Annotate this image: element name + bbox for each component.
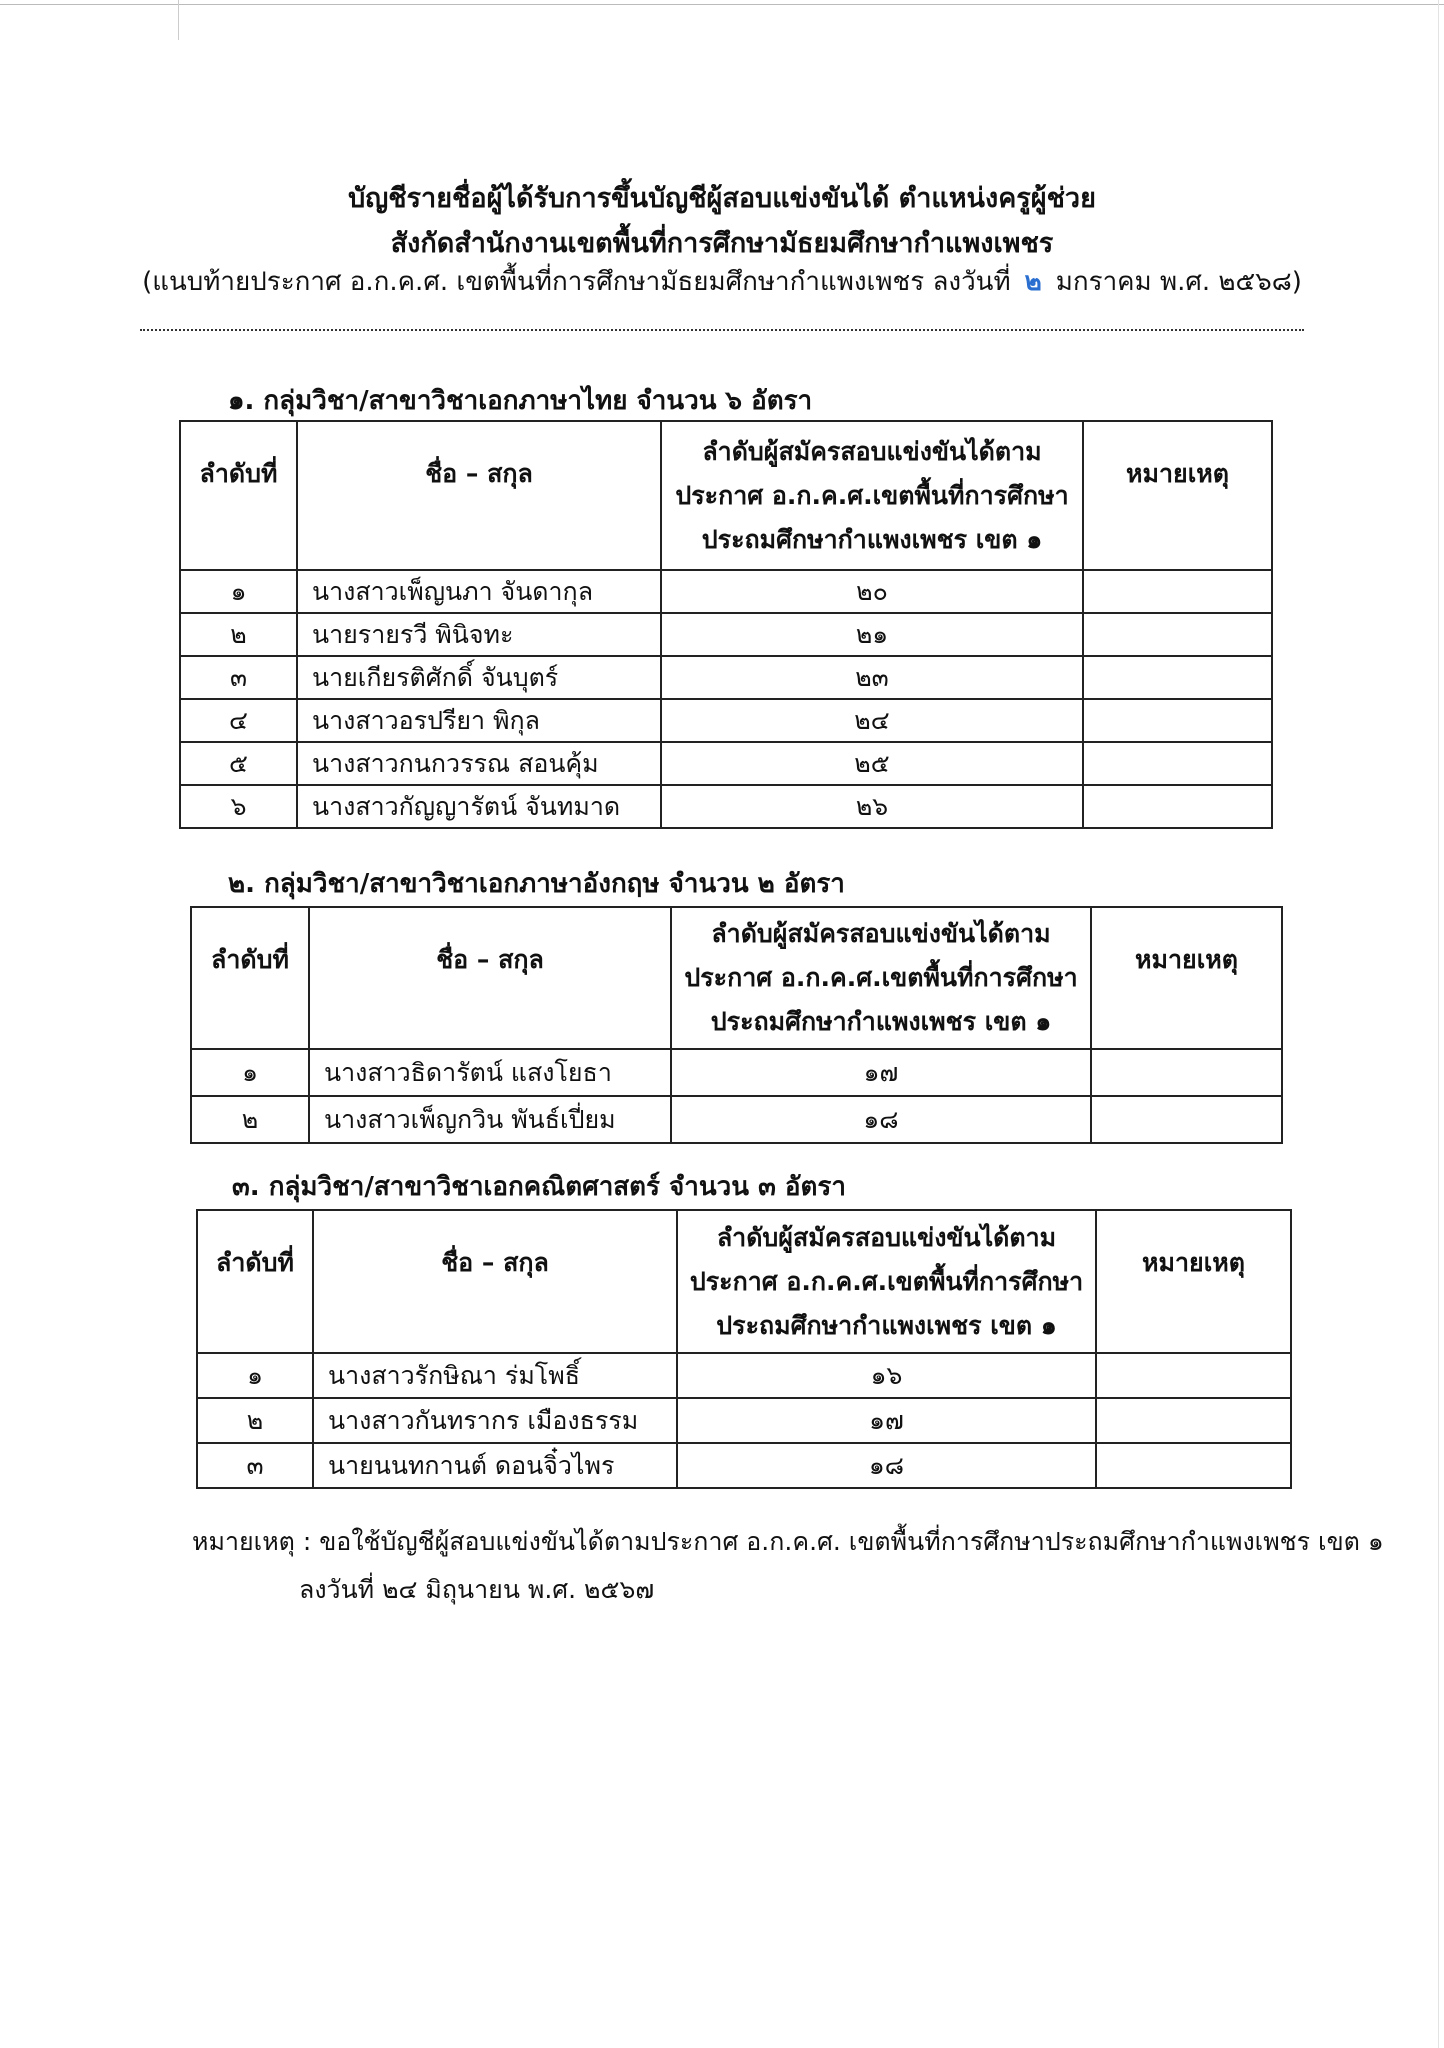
header-rank [661,421,1083,570]
section-heading: ๒. กลุ่มวิชา/สาขาวิชาเอกภาษาอังกฤษ จำนวน ๒ อัตรา [228,869,845,899]
header-rank [671,907,1091,1049]
header-name: ชื่อ – สกุล [309,907,671,1049]
cell-rank: ๑๗ [677,1398,1096,1443]
cell-remark [1083,656,1272,699]
document-subtitle [0,261,1444,302]
header-rank-line1: ลำดับผู้สมัครสอบแข่งขันได้ตาม [702,436,1042,466]
cell-remark [1083,570,1272,613]
cell-name: นายรายรวี พินิจทะ [297,613,661,656]
document-title-line2: สังกัดสำนักงานเขตพื้นที่การศึกษามัธยมศึกษากำแพงเพชร [390,228,1054,259]
cell-remark [1083,613,1272,656]
header-rank-line3: ประถมศึกษากำแพงเพชร เขต ๑ [710,1007,1052,1036]
cell-no: ๓ [180,656,297,699]
cell-no: ๑ [197,1353,313,1398]
table-row [191,1096,1282,1143]
table-row [180,785,1272,828]
cell-remark [1083,699,1272,742]
cell-name: นางสาวกัญญารัตน์ จันทมาด [297,785,661,828]
cell-rank: ๒๖ [661,785,1083,828]
candidate-table [196,1209,1292,1489]
cell-rank: ๑๘ [677,1443,1096,1488]
cell-name: นายนนทกานต์ ดอนจิ๋วไพร [313,1443,677,1488]
cell-no: ๒ [191,1096,309,1143]
cell-remark [1091,1096,1282,1143]
header-name: ชื่อ – สกุล [313,1210,677,1353]
header-name: ชื่อ – สกุล [297,421,661,570]
header-rank-line2: ประกาศ อ.ก.ค.ศ.เขตพื้นที่การศึกษา [689,1266,1084,1296]
cell-name: นางสาวเพ็ญนภา จันดากุล [297,570,661,613]
table-row [180,742,1272,785]
header-rank-line2: ประกาศ อ.ก.ค.ศ.เขตพื้นที่การศึกษา [684,963,1078,992]
cell-remark [1096,1353,1291,1398]
table-header-row [197,1210,1291,1353]
cell-name: นางสาวกันทรากร เมืองธรรม [313,1398,677,1443]
table-row [180,699,1272,742]
cell-no: ๔ [180,699,297,742]
cell-rank: ๒๔ [661,699,1083,742]
table-row [197,1398,1291,1443]
cell-rank: ๑๗ [671,1049,1091,1096]
table-row [197,1443,1291,1488]
cell-name: นางสาวรักษิณา ร่มโพธิ์ [313,1353,677,1398]
cell-no: ๑ [180,570,297,613]
cell-name: นางสาวเพ็ญกวิน พันธ์เปี่ยม [309,1096,671,1143]
cell-remark [1096,1443,1291,1488]
note-line1: หมายเหตุ : ขอใช้บัญชีผู้สอบแข่งขันได้ตามประกาศ อ.ก.ค.ศ. เขตพื้นที่การศึกษาประถมศึกษากำแพงเพชร เขต ๑ [192,1527,1384,1556]
cell-rank: ๒๕ [661,742,1083,785]
section-heading: ๑. กลุ่มวิชา/สาขาวิชาเอกภาษาไทย จำนวน ๖ อัตรา [228,386,813,416]
cell-rank: ๒๓ [661,656,1083,699]
handwritten-day: ๒ [1024,267,1042,297]
header-rank [677,1210,1096,1353]
table-row [180,656,1272,699]
header-no: ลำดับที่ [191,907,309,1049]
table-row [180,613,1272,656]
cell-rank: ๑๖ [677,1353,1096,1398]
header-remark: หมายเหตุ [1091,907,1282,1049]
cell-name: นางสาวกนกวรรณ สอนคุ้ม [297,742,661,785]
note-line2: ลงวันที่ ๒๔ มิถุนายน พ.ศ. ๒๕๖๗ [299,1575,655,1604]
cell-no: ๒ [180,613,297,656]
cell-name: นายเกียรติศักดิ์ จันบุตร์ [297,656,661,699]
table-row [180,570,1272,613]
section-heading: ๓. กลุ่มวิชา/สาขาวิชาเอกคณิตศาสตร์ จำนวน ๓ อัตรา [232,1172,846,1202]
document-title-line1: บัญชีรายชื่อผู้ได้รับการขึ้นบัญชีผู้สอบแข่งขันได้ ตำแหน่งครูผู้ช่วย [348,183,1096,214]
cell-name: นางสาวอรปรียา พิกุล [297,699,661,742]
dotted-divider [140,329,1304,331]
cell-no: ๕ [180,742,297,785]
table-header-row [191,907,1282,1049]
cell-remark [1091,1049,1282,1096]
header-rank-line2: ประกาศ อ.ก.ค.ศ.เขตพื้นที่การศึกษา [675,480,1069,510]
table-row [191,1049,1282,1096]
cell-name: นางสาวธิดารัตน์ แสงโยธา [309,1049,671,1096]
header-remark: หมายเหตุ [1083,421,1272,570]
cell-remark [1083,785,1272,828]
header-rank-line1: ลำดับผู้สมัครสอบแข่งขันได้ตาม [716,1222,1057,1252]
cell-no: ๒ [197,1398,313,1443]
cell-remark [1096,1398,1291,1443]
subtitle-suffix: มกราคม พ.ศ. ๒๕๖๘) [1055,267,1302,297]
header-no: ลำดับที่ [197,1210,313,1353]
cell-rank: ๒๐ [661,570,1083,613]
header-remark: หมายเหตุ [1096,1210,1291,1353]
scan-edge-mark [178,0,179,40]
cell-no: ๑ [191,1049,309,1096]
table-row [197,1353,1291,1398]
subtitle-prefix: (แนบท้ายประกาศ อ.ก.ค.ศ. เขตพื้นที่การศึกษามัธยมศึกษากำแพงเพชร ลงวันที่ [142,267,1011,297]
scan-edge-right [1438,0,1439,2048]
cell-rank: ๒๑ [661,613,1083,656]
scan-edge-top [0,0,1444,5]
header-no: ลำดับที่ [180,421,297,570]
cell-rank: ๑๘ [671,1096,1091,1143]
cell-remark [1083,742,1272,785]
candidate-table [179,420,1273,829]
table-header-row [180,421,1272,570]
cell-no: ๖ [180,785,297,828]
header-rank-line3: ประถมศึกษากำแพงเพชร เขต ๑ [701,524,1043,554]
candidate-table [190,906,1283,1144]
header-rank-line3: ประถมศึกษากำแพงเพชร เขต ๑ [716,1310,1057,1340]
cell-no: ๓ [197,1443,313,1488]
header-rank-line1: ลำดับผู้สมัครสอบแข่งขันได้ตาม [711,919,1051,948]
